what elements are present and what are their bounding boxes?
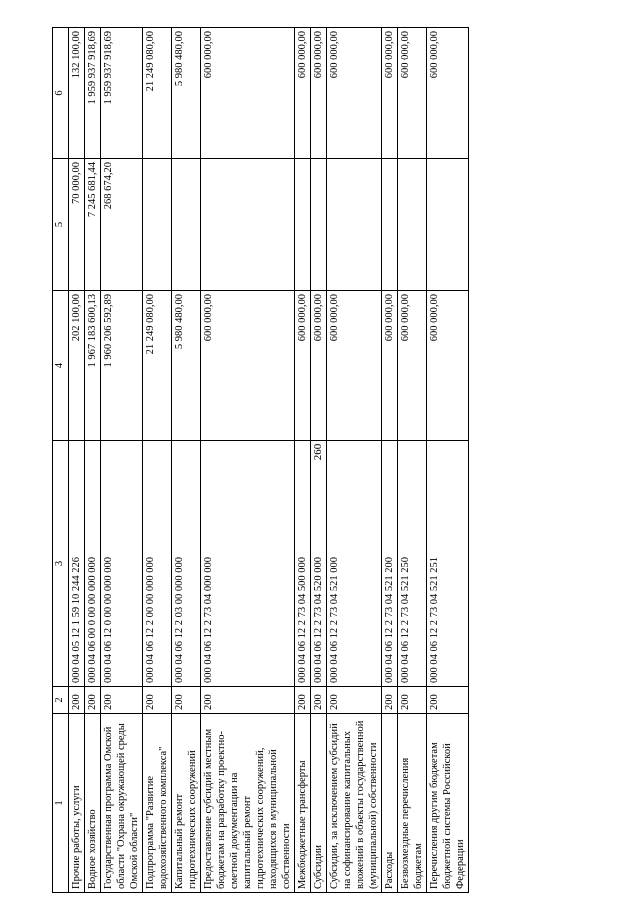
column-number: 4	[53, 291, 69, 441]
amount-column-5	[201, 159, 295, 291]
budget-classification-code: 000 04 06 12 2 73 04 521 200	[382, 441, 398, 687]
admin-code: 200	[172, 687, 201, 714]
row-name: Предоставление субсидий местным бюджетам на разработку проектно-сметной документации на капитальный ремонт гидротехнических сооружений, находящихся в муниципальной собственности	[201, 714, 295, 893]
amount-column-4: 600 000,00	[311, 291, 327, 441]
amount-column-4: 1 960 206 592,89	[101, 291, 143, 441]
admin-code: 200	[398, 687, 427, 714]
page-number: 260	[312, 443, 324, 461]
admin-code: 200	[201, 687, 295, 714]
amount-column-6: 1 959 937 918,69	[85, 28, 101, 159]
admin-code: 200	[327, 687, 382, 714]
amount-column-5	[311, 159, 327, 291]
budget-classification-code: 000 04 06 00 0 00 00 000 000	[85, 441, 101, 687]
amount-column-4: 600 000,00	[382, 291, 398, 441]
column-number: 3	[53, 441, 69, 687]
amount-column-6: 21 249 080,00	[143, 28, 172, 159]
table-row	[69, 28, 85, 893]
budget-classification-code: 000 04 06 12 2 73 04 521 251	[427, 441, 469, 687]
amount-column-5: 268 674,20	[101, 159, 143, 291]
amount-column-4: 5 980 480,00	[172, 291, 201, 441]
column-number: 5	[53, 159, 69, 291]
amount-column-6: 600 000,00	[427, 28, 469, 159]
amount-column-5	[143, 159, 172, 291]
row-name: Капитальный ремонт гидротехнических сооружений	[172, 714, 201, 893]
table-row	[427, 28, 469, 893]
amount-column-5	[382, 159, 398, 291]
budget-classification-code: 000 04 06 12 2 00 00 000 000	[143, 441, 172, 687]
column-number-row	[53, 28, 69, 893]
row-name: Безвозмездные перечисления бюджетам	[398, 714, 427, 893]
amount-column-5	[172, 159, 201, 291]
rotated-page-content	[52, 28, 610, 893]
admin-code: 200	[427, 687, 469, 714]
table-row	[101, 28, 143, 893]
row-name: Субсидии	[311, 714, 327, 893]
amount-column-6: 5 980 480,00	[172, 28, 201, 159]
amount-column-5	[398, 159, 427, 291]
amount-column-4: 202 100,00	[69, 291, 85, 441]
row-name: Расходы	[382, 714, 398, 893]
table-row	[382, 28, 398, 893]
table-row	[295, 28, 311, 893]
amount-column-4: 600 000,00	[327, 291, 382, 441]
amount-column-4: 600 000,00	[201, 291, 295, 441]
row-name: Государственная программа Омской области "Охрана окружающей среды Омской области"	[101, 714, 143, 893]
amount-column-4: 600 000,00	[427, 291, 469, 441]
admin-code: 200	[382, 687, 398, 714]
amount-column-5: 70 000,00	[69, 159, 85, 291]
column-number: 1	[53, 714, 69, 893]
row-name: Прочие работы, услуги	[69, 714, 85, 893]
amount-column-5	[327, 159, 382, 291]
budget-classification-code: 000 04 06 12 0 00 00 000 000	[101, 441, 143, 687]
admin-code: 200	[69, 687, 85, 714]
amount-column-6: 132 100,00	[69, 28, 85, 159]
budget-table	[52, 27, 469, 893]
admin-code: 200	[295, 687, 311, 714]
admin-code: 200	[311, 687, 327, 714]
amount-column-4: 1 967 183 600,13	[85, 291, 101, 441]
amount-column-4: 600 000,00	[295, 291, 311, 441]
amount-column-6: 600 000,00	[382, 28, 398, 159]
admin-code: 200	[85, 687, 101, 714]
table-row	[327, 28, 382, 893]
budget-classification-code: 000 04 06 12 2 73 04 000 000	[201, 441, 295, 687]
amount-column-6: 1 959 937 918,69	[101, 28, 143, 159]
column-number: 6	[53, 28, 69, 159]
amount-column-5: 7 245 681,44	[85, 159, 101, 291]
admin-code: 200	[143, 687, 172, 714]
budget-classification-code: 000 04 06 12 2 73 04 521 000	[327, 441, 382, 687]
budget-classification-code: 000 04 06 12 2 73 04 520 000	[311, 441, 327, 687]
row-name: Перечисления другим бюджетам бюджетной системы Российской Федерации	[427, 714, 469, 893]
table-row	[172, 28, 201, 893]
amount-column-6: 600 000,00	[311, 28, 327, 159]
row-name: Межбюджетные трансферты	[295, 714, 311, 893]
table-row	[201, 28, 295, 893]
table-row	[85, 28, 101, 893]
amount-column-5	[295, 159, 311, 291]
budget-classification-code: 000 04 06 12 2 03 00 000 000	[172, 441, 201, 687]
budget-classification-code: 000 04 05 12 1 59 10 244 226	[69, 441, 85, 687]
table-row	[143, 28, 172, 893]
amount-column-6: 600 000,00	[327, 28, 382, 159]
row-name: Водное хозяйство	[85, 714, 101, 893]
table-row	[311, 28, 327, 893]
table-row	[398, 28, 427, 893]
amount-column-4: 21 249 080,00	[143, 291, 172, 441]
amount-column-4: 600 000,00	[398, 291, 427, 441]
amount-column-6: 600 000,00	[201, 28, 295, 159]
column-number: 2	[53, 687, 69, 714]
amount-column-6: 600 000,00	[398, 28, 427, 159]
row-name: Подпрограмма "Развитие водохозяйственного комплекса"	[143, 714, 172, 893]
admin-code: 200	[101, 687, 143, 714]
row-name: Субсидии, за исключением субсидий на софинансирование капитальных вложений в объекты государственной (муниципальной) собственности	[327, 714, 382, 893]
amount-column-6: 600 000,00	[295, 28, 311, 159]
amount-column-5	[427, 159, 469, 291]
budget-classification-code: 000 04 06 12 2 73 04 521 250	[398, 441, 427, 687]
budget-classification-code: 000 04 06 12 2 73 04 500 000	[295, 441, 311, 687]
